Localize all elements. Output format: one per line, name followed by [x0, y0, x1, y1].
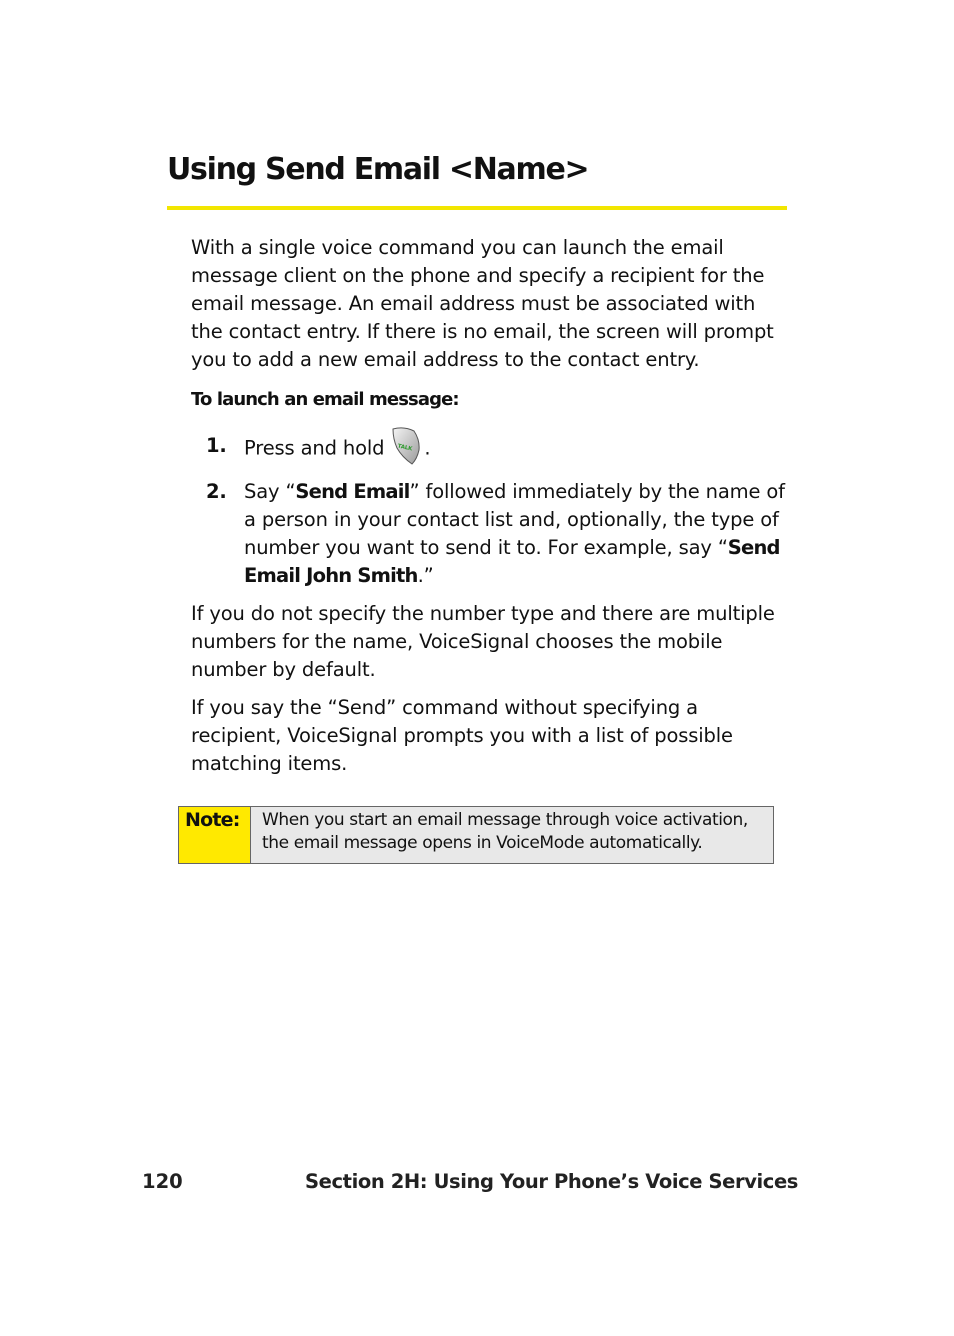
intro-paragraph: With a single voice command you can launch the email message client on the phone and specify a recipient for the email message. An email address must be associated with the contact entry. If there is no email, the screen will prompt you to add a new email address to the contact entry.: [191, 236, 774, 371]
list-item: [206, 432, 796, 478]
talk-key-label: TALK: [397, 443, 414, 453]
page-title: Using Send Email <Name>: [167, 152, 589, 187]
command-text: Send Email: [295, 480, 410, 503]
step-text: .”: [417, 564, 434, 587]
step-text-end: .: [424, 436, 431, 460]
list-item: [206, 478, 796, 590]
step-number: 2.: [206, 480, 227, 503]
title-underline: [167, 206, 787, 210]
number-type-paragraph: If you do not specify the number type and there are multiple numbers for the name, VoiceSignal chooses the mobile number by default.: [191, 602, 775, 681]
procedure-heading: To launch an email message:: [191, 389, 459, 410]
note-label: Note:: [179, 807, 251, 863]
step-text: Say “: [244, 480, 296, 503]
section-footer: Section 2H: Using Your Phone’s Voice Services: [305, 1170, 798, 1193]
send-command-paragraph: If you say the “Send” command without specifying a recipient, VoiceSignal prompts you with a list of possible matching items.: [191, 696, 733, 775]
step-number: 1.: [206, 434, 227, 457]
steps-list: [206, 432, 796, 590]
page-number: 120: [142, 1170, 183, 1193]
note-text: When you start an email message through voice activation, the email message opens in VoiceMode automatically.: [251, 807, 773, 863]
step-text: ” followed immediately by the name of a person in your contact list and, optionally, the type of number you want to send it to. For example, say “: [244, 480, 785, 559]
note-box: [178, 806, 774, 864]
talk-key-icon: [390, 426, 422, 466]
command-example: Send Email John Smith: [244, 536, 780, 587]
step-text: Press and hold: [244, 436, 385, 460]
